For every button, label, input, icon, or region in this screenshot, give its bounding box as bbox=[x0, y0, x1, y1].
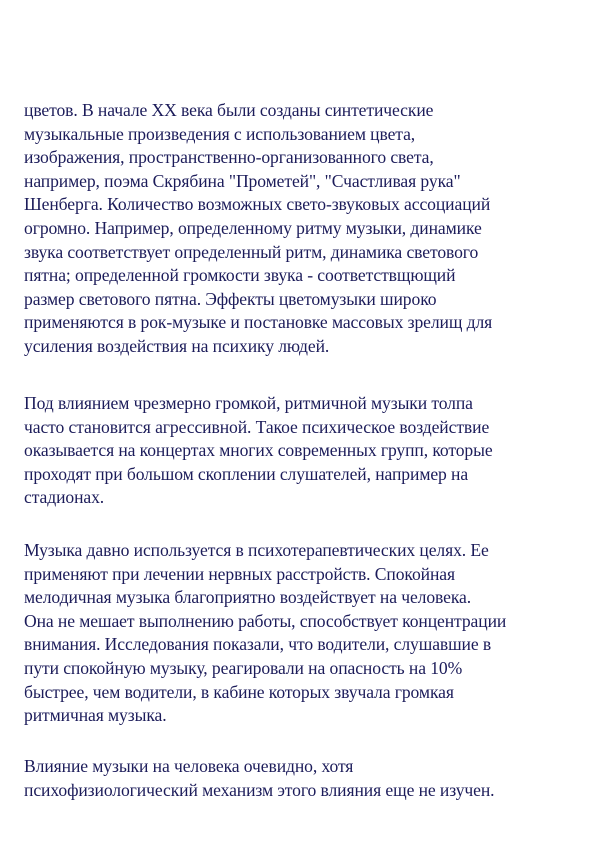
text-line: применяются в рок-музыке и постановке массовых зрелищ для bbox=[24, 312, 493, 333]
text-line: пятна; определенной громкости звука - соответствщющий bbox=[24, 265, 456, 286]
text-line: огромно. Например, определенному ритму музыки, динамике bbox=[24, 217, 482, 238]
text-line: звука соответствует определенный ритм, динамика светового bbox=[24, 241, 479, 262]
text-line: ритмичная музыка. bbox=[24, 705, 167, 726]
text-line: Под влиянием чрезмерно громкой, ритмичной музыки толпа bbox=[24, 393, 473, 413]
text-line: цветов. В начале XX века были созданы синтетические bbox=[24, 100, 434, 120]
text-line: музыкальные произведения с использованием цвета, bbox=[24, 123, 416, 144]
text-line: изображения, пространственно-организованного света, bbox=[24, 147, 434, 168]
text-line: быстрее, чем водители, в кабине которых звучала громкая bbox=[24, 681, 454, 702]
paragraph-color-music bbox=[24, 99, 569, 359]
text-line: Влияние музыки на человека очевидно, хотя bbox=[24, 756, 354, 776]
text-line: часто становится агрессивной. Такое психическое воздействие bbox=[24, 416, 490, 437]
text-line: применяют при лечении нервных расстройств. Спокойная bbox=[24, 563, 455, 584]
text-line: Музыка давно используется в психотерапевтических целях. Ее bbox=[24, 540, 489, 560]
text-line: размер светового пятна. Эффекты цветомузыки широко bbox=[24, 288, 437, 309]
text-line: мелодичная музыка благоприятно воздействует на человека. bbox=[24, 587, 472, 608]
text-line: стадионах. bbox=[24, 487, 105, 508]
text-line: пути спокойную музыку, реагировали на опасность на 10% bbox=[24, 657, 463, 678]
paragraph-conclusion bbox=[24, 755, 569, 802]
text-line: проходят при большом скоплении слушателей, например на bbox=[24, 463, 469, 484]
text-line: Шенберга. Количество возможных свето-звуковых ассоциаций bbox=[24, 194, 491, 215]
paragraph-music-therapy bbox=[24, 539, 569, 728]
text-line: оказывается на концертах многих современных групп, которые bbox=[24, 440, 493, 461]
text-line: Она не мешает выполнению работы, способствует концентрации bbox=[24, 610, 507, 631]
text-line: усиления воздействия на психику людей. bbox=[24, 335, 330, 356]
text-line: внимания. Исследования показали, что водители, слушавшие в bbox=[24, 634, 492, 655]
text-line: психофизиологический механизм этого влияния еще не изучен. bbox=[24, 779, 495, 800]
paragraph-crowd-aggression bbox=[24, 392, 569, 510]
text-line: например, поэма Скрябина "Прометей", "Счастливая рука" bbox=[24, 170, 461, 191]
